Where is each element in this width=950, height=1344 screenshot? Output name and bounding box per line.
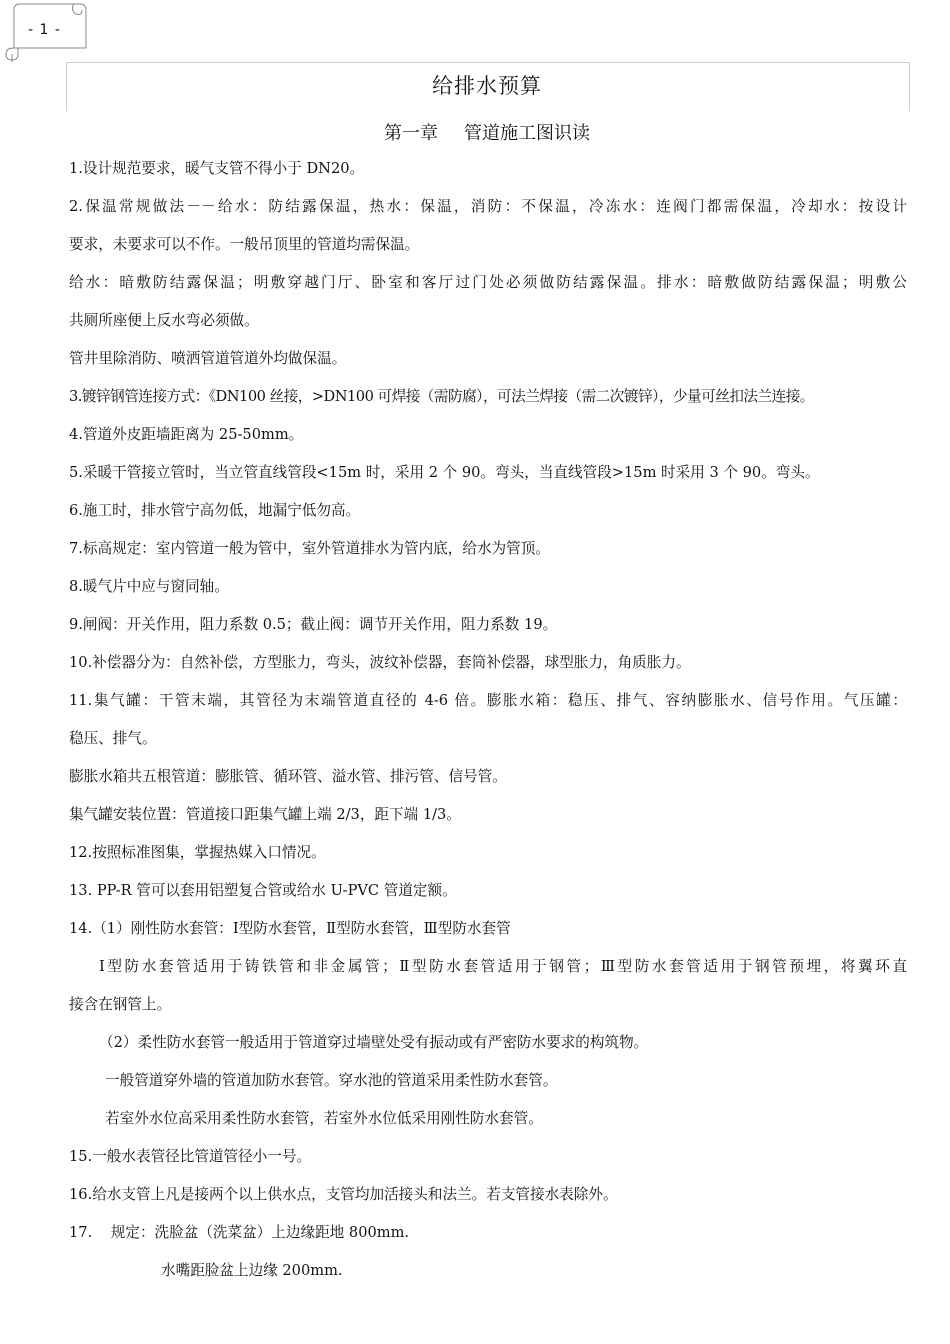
paragraph-line: （2）柔性防水套管一般适用于管道穿过墙壁处受有振动或有严密防水要求的构筑物。 [99, 1034, 649, 1051]
paragraph-line: 7.标高规定：室内管道一般为管中，室外管道排水为管内底，给水为管顶。 [69, 540, 550, 557]
paragraph-line: 4.管道外皮距墙距离为 25-50mm。 [69, 426, 304, 443]
paragraph-line: 接含在钢管上。 [69, 996, 172, 1013]
paragraph-line: 1.设计规范要求，暖气支管不得小于 DN20。 [69, 160, 365, 177]
page-number: - 1 - [28, 22, 61, 38]
paragraph-line: 10.补偿器分为：自然补偿，方型胀力，弯头，波纹补偿器，套筒补偿器，球型胀力，角质胀力。 [69, 654, 691, 671]
paragraph-line: 13. PP-R 管可以套用铝塑复合管或给水 U-PVC 管道定额。 [69, 882, 457, 899]
document-body [69, 150, 907, 1290]
paragraph-line: 膨胀水箱共五根管道：膨胀管、循环管、溢水管、排污管、信号管。 [69, 768, 507, 785]
paragraph-line: 6.施工时，排水管宁高勿低，地漏宁低勿高。 [69, 502, 361, 519]
paragraph-line: 一般管道穿外墙的管道加防水套管。穿水池的管道采用柔性防水套管。 [105, 1072, 558, 1089]
paragraph-line: 若室外水位高采用柔性防水套管，若室外水位低采用刚性防水套管。 [105, 1110, 543, 1127]
paragraph-line: 3.镀锌钢管连接方式：《DN100 丝接，>DN100 可焊接（需防腐），可法兰焊接（需二次镀锌），少量可丝扣法兰连接。 [69, 388, 814, 405]
paragraph-line: 9.闸阀：开关作用，阻力系数 0.5；截止阀：调节开关作用，阻力系数 19。 [69, 616, 558, 633]
paragraph-line: 2.保温常规做法－－给水：防结露保温，热水：保温，消防：不保温，冷冻水：连阀门都需保温，冷却水：按设计 [69, 198, 907, 215]
paragraph-line: 14.（1）刚性防水套管：Ⅰ型防水套管，Ⅱ型防水套管，Ⅲ型防水套管 [69, 920, 511, 937]
paragraph-line: 12.按照标准图集，掌握热媒入口情况。 [69, 844, 326, 861]
document-title: 给排水预算 [432, 74, 542, 98]
paragraph-line: 8.暖气片中应与窗同轴。 [69, 578, 229, 595]
paragraph-line: 共厕所座便上反水弯必须做。 [69, 312, 259, 329]
chapter-number: 第一章 [384, 123, 438, 144]
paragraph-line: 要求，未要求可以不作。一般吊顶里的管道均需保温。 [69, 236, 420, 253]
paragraph-line: 5.采暖干管接立管时，当立管直线管段<15m 时，采用 2 个 90。弯头，当直线管段>15m 时采用 3 个 90。弯头。 [69, 464, 820, 481]
paragraph-line: 16.给水支管上凡是接两个以上供水点，支管均加活接头和法兰。若支管接水表除外。 [69, 1186, 618, 1203]
paragraph-line: 11.集气罐：干管末端，其管径为末端管道直径的 4-6 倍。膨胀水箱：稳压、排气、容纳膨胀水、信号作用。气压罐： [69, 692, 907, 709]
paragraph-line: 15.一般水表管径比管道管径小一号。 [69, 1148, 312, 1165]
paragraph-line: 水嘴距脸盆上边缘 200mm. [161, 1262, 343, 1279]
paragraph-line: 给水：暗敷防结露保温；明敷穿越门厅、卧室和客厅过门处必须做防结露保温。排水：暗敷做防结露保温；明敷公 [69, 274, 907, 291]
chapter-heading [0, 119, 950, 145]
paragraph-line: 集气罐安装位置：管道接口距集气罐上端 2/3，距下端 1/3。 [69, 806, 461, 823]
paragraph-line: 17. 规定：洗脸盆（洗菜盆）上边缘距地 800mm. [69, 1224, 410, 1241]
paragraph-line: 稳压、排气。 [69, 730, 157, 747]
paragraph-line: 管井里除消防、喷洒管道管道外均做保温。 [69, 350, 347, 367]
chapter-name: 管道施工图识读 [464, 123, 590, 144]
paragraph-line: Ⅰ型防水套管适用于铸铁管和非金属管；Ⅱ型防水套管适用于钢管；Ⅲ型防水套管适用于钢管预埋，将翼环直 [99, 958, 907, 975]
page-number-tab [4, 2, 92, 60]
